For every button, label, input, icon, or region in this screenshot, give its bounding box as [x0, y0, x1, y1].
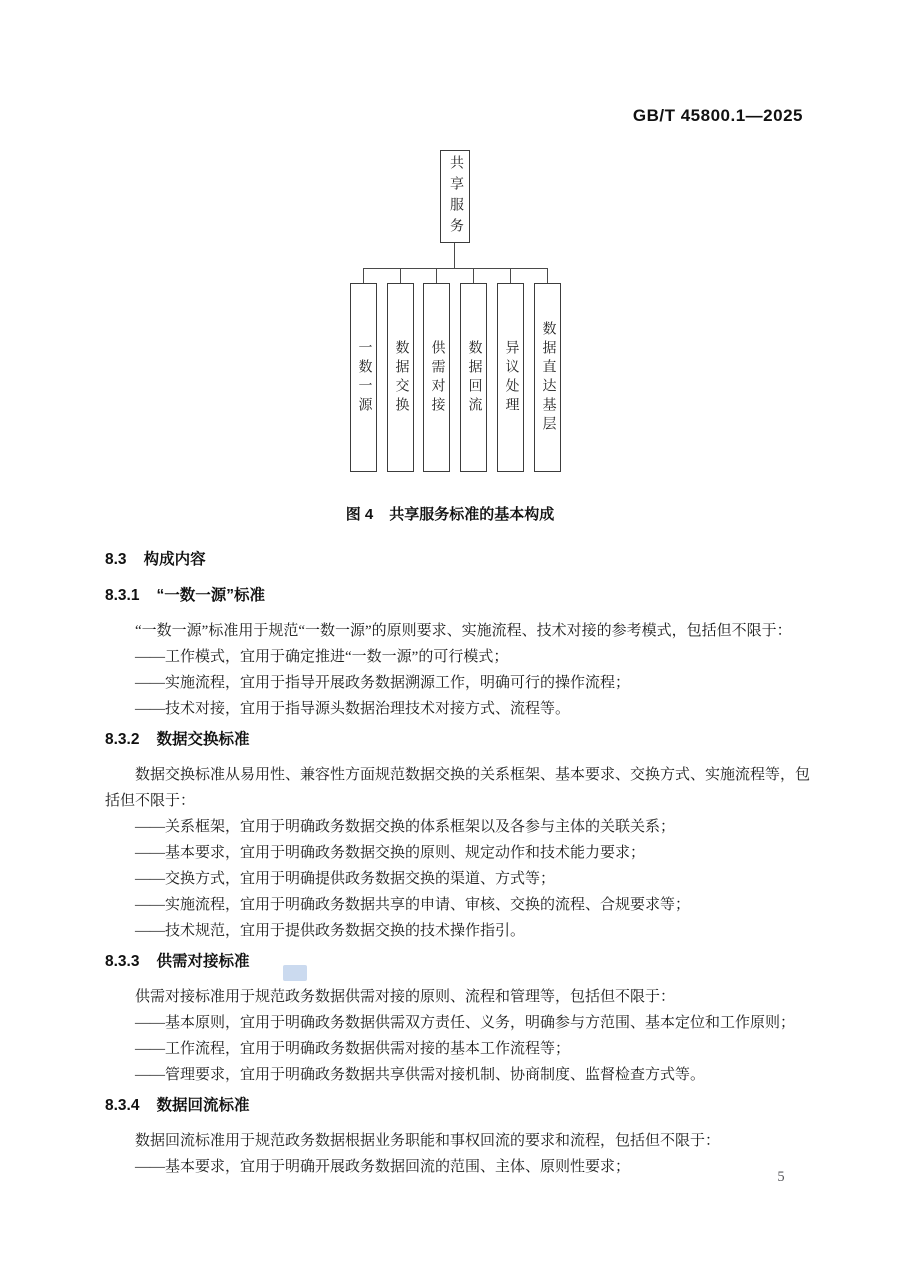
- figure-child-label-5: 异议处理: [503, 339, 519, 416]
- dash-list-item: ——工作模式，宜用于确定推进“一数一源”的可行模式；: [135, 649, 509, 665]
- section-8-3-2: [105, 730, 817, 944]
- tree-stub-line-4: [473, 268, 474, 283]
- figure-child-box-6: [534, 283, 561, 472]
- heading-title: 数据回流标准: [156, 1097, 250, 1114]
- figure-caption: [0, 503, 900, 524]
- dash-list-item: ——实施流程，宜用于明确政务数据共享的申请、审核、交换的流程、合规要求等；: [135, 897, 691, 913]
- dash-list-item: ——工作流程，宜用于明确政务数据供需对接的基本工作流程等；: [135, 1041, 571, 1057]
- tree-stub-line-2: [400, 268, 401, 283]
- figure-child-label-2: 数据交换: [393, 339, 409, 416]
- section-8-3-3: [105, 952, 817, 1088]
- heading-8-3-2: [105, 730, 817, 750]
- section-intro: 数据交换标准从易用性、兼容性方面规范数据交换的关系框架、基本要求、交换方式、实施流程等，包括但不限于：: [105, 767, 811, 809]
- heading-8-3-3: [105, 952, 817, 972]
- figure-child-label-1: 一数一源: [356, 339, 372, 416]
- heading-number: 8.3.3: [105, 953, 140, 970]
- figure-child-label-6: 数据直达基层: [540, 320, 556, 435]
- dash-list-item: ——管理要求，宜用于明确政务数据共享供需对接机制、协商制度、监督检查方式等。: [135, 1067, 706, 1083]
- section-8-3-4: [105, 1096, 817, 1180]
- figure-caption-label: 图 4: [345, 506, 374, 523]
- dash-list-item: ——交换方式，宜用于明确提供政务数据交换的渠道、方式等；: [135, 871, 556, 887]
- figure-child-label-3: 供需对接: [429, 339, 445, 416]
- figure-child-box-5: [497, 283, 524, 472]
- dash-list-item: ——基本要求，宜用于明确开展政务数据回流的范围、主体、原则性要求；: [135, 1159, 631, 1175]
- dash-list-item: ——基本原则，宜用于明确政务数据供需双方责任、义务，明确参与方范围、基本定位和工作原则；: [135, 1015, 796, 1031]
- section-intro: “一数一源”标准用于规范“一数一源”的原则要求、实施流程、技术对接的参考模式，包括但不限于：: [135, 623, 792, 639]
- figure-child-box-1: [350, 283, 377, 472]
- heading-title: 构成内容: [143, 551, 206, 568]
- figure-root-label: 共享服务: [448, 154, 463, 239]
- figure-root-box: [440, 150, 470, 243]
- figure-child-label-4: 数据回流: [466, 339, 482, 416]
- standard-number-header: GB/T 45800.1—2025: [632, 106, 803, 125]
- heading-title: 供需对接标准: [156, 953, 250, 970]
- tree-stub-line-6: [547, 268, 548, 283]
- dash-list-item: ——基本要求，宜用于明确政务数据交换的原则、规定动作和技术能力要求；: [135, 845, 646, 861]
- heading-8-3-1: [105, 586, 817, 606]
- section-8-3-1: [105, 586, 817, 722]
- document-body: [105, 544, 817, 1180]
- tree-connector-vertical-line: [454, 243, 455, 268]
- figure-child-box-3: [423, 283, 450, 472]
- tree-stub-line-3: [436, 268, 437, 283]
- dash-list-item: ——技术对接，宜用于指导源头数据治理技术对接方式、流程等。: [135, 701, 571, 717]
- figure-caption-title: 共享服务标准的基本构成: [389, 506, 555, 523]
- tree-connector-horizontal-line: [363, 268, 548, 269]
- dash-list-item: ——实施流程，宜用于指导开展政务数据溯源工作，明确可行的操作流程；: [135, 675, 631, 691]
- heading-number: 8.3: [105, 551, 127, 568]
- page-number: 5: [777, 1169, 785, 1185]
- tree-stub-line-5: [510, 268, 511, 283]
- watermark-artifact: [283, 965, 307, 981]
- section-intro: 数据回流标准用于规范政务数据根据业务职能和事权回流的要求和流程，包括但不限于：: [135, 1133, 721, 1149]
- tree-stub-line-1: [363, 268, 364, 283]
- heading-number: 8.3.4: [105, 1097, 140, 1114]
- section-intro: 供需对接标准用于规范政务数据供需对接的原则、流程和管理等，包括但不限于：: [135, 989, 676, 1005]
- heading-8-3-4: [105, 1096, 817, 1116]
- heading-title: 数据交换标准: [156, 731, 250, 748]
- heading-number: 8.3.2: [105, 731, 140, 748]
- heading-8-3: [105, 550, 817, 570]
- figure-child-box-2: [387, 283, 414, 472]
- dash-list-item: ——关系框架，宜用于明确政务数据交换的体系框架以及各参与主体的关联关系；: [135, 819, 676, 835]
- heading-title: “一数一源”标准: [156, 587, 265, 604]
- heading-number: 8.3.1: [105, 587, 140, 604]
- figure-child-box-4: [460, 283, 487, 472]
- dash-list-item: ——技术规范，宜用于提供政务数据交换的技术操作指引。: [135, 923, 526, 939]
